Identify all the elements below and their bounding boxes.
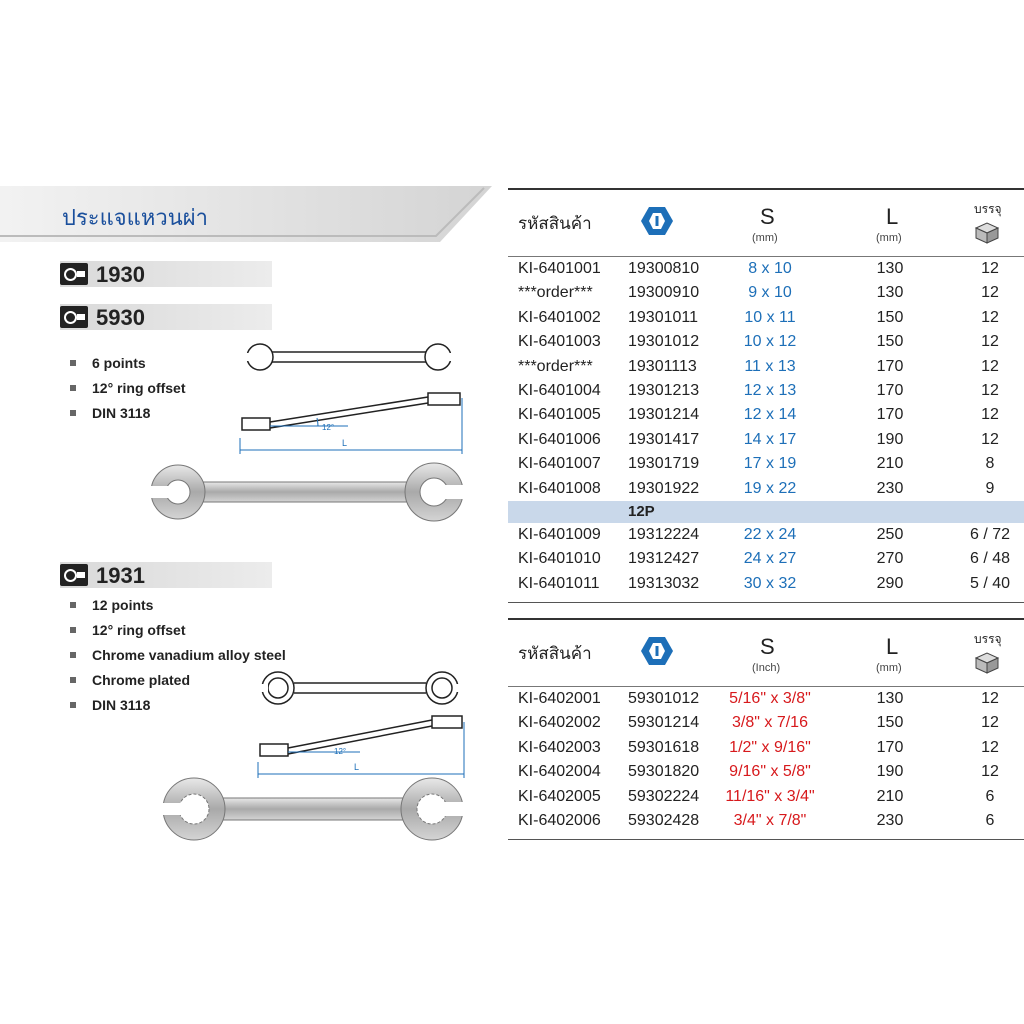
table-row: [508, 379, 1024, 403]
table-body-12p: [508, 523, 1024, 603]
length-label: L: [342, 438, 348, 448]
feature-item: 12° ring offset: [70, 380, 186, 405]
pack-qty: 9: [985, 479, 995, 497]
product-code: KI-6401009: [518, 525, 601, 543]
table-row: [508, 330, 1024, 354]
size-value: 8 x 10: [748, 260, 792, 277]
table-header: [508, 188, 1024, 257]
size-value: 24 x 27: [743, 550, 797, 568]
pack-qty: 12: [981, 763, 999, 781]
table-row: [508, 760, 1024, 784]
product-code: KI-6402001: [518, 690, 601, 707]
header-s-unit: (Inch): [752, 662, 781, 674]
table-row: [508, 477, 1024, 501]
pack-qty: 12: [981, 430, 999, 448]
feature-item: DIN 3118: [70, 697, 286, 722]
length-label: L: [354, 762, 360, 772]
product-code: KI-6402003: [518, 738, 601, 756]
size-value: 19 x 22: [743, 479, 797, 497]
wrench-icon: [60, 306, 88, 328]
table-row: [508, 428, 1024, 452]
table-row: [508, 809, 1024, 833]
product-code: KI-6401004: [518, 381, 601, 399]
part-number: 59301820: [628, 763, 700, 781]
part-number: 59301012: [628, 690, 700, 707]
part-number: 19312427: [628, 550, 700, 568]
pack-qty: 12: [981, 284, 999, 302]
product-code: KI-6402002: [518, 714, 601, 732]
product-code: KI-6401010: [518, 550, 601, 568]
part-number: 59301618: [628, 738, 700, 756]
feature-item: DIN 3118: [70, 405, 186, 430]
part-number: 59302428: [628, 811, 700, 829]
product-code: KI-6401008: [518, 479, 601, 497]
pack-qty: 8: [985, 455, 995, 473]
wrench-diagram-6pt: [238, 338, 466, 460]
header-l-unit: (mm): [876, 232, 902, 244]
part-number: 19313032: [628, 574, 700, 592]
part-number: 19301011: [628, 308, 698, 326]
size-value: 11 x 13: [744, 357, 796, 375]
product-code: ***order***: [518, 357, 593, 375]
part-number: 59302224: [628, 787, 700, 805]
part-number: 59301214: [628, 714, 700, 732]
band-label: 12P: [628, 502, 655, 520]
header-code: รหัสสินค้า: [518, 644, 592, 663]
table-row: [508, 403, 1024, 427]
wrench-icon: [60, 564, 88, 586]
size-value: 10 x 12: [743, 333, 797, 351]
size-value: 17 x 19: [743, 455, 797, 473]
length-value: 170: [876, 406, 904, 424]
feature-item: 12 points: [70, 597, 286, 622]
model-number: 5930: [96, 305, 145, 330]
length-value: 150: [876, 333, 904, 351]
pack-qty: 6: [985, 787, 995, 805]
table-row: [508, 355, 1024, 379]
size-value: 5/16" x 3/8": [729, 690, 811, 707]
feature-item: Chrome vanadium alloy steel: [70, 647, 286, 672]
pack-qty: 6: [985, 811, 995, 829]
product-code: KI-6401011: [518, 574, 600, 592]
size-value: 1/2" x 9/16": [729, 738, 811, 756]
product-code: KI-6401005: [518, 406, 601, 424]
wrench-icon: [60, 263, 88, 285]
size-value: 12 x 14: [743, 406, 797, 424]
part-number: 19300910: [628, 284, 700, 302]
length-value: 170: [876, 738, 904, 756]
pack-qty: 12: [981, 406, 999, 424]
wrench-size-icon: [640, 206, 674, 236]
size-value: 14 x 17: [743, 430, 797, 448]
flare-nut-wrench-photo-6pt: [148, 462, 464, 522]
length-value: 150: [876, 308, 904, 326]
size-value: 10 x 11: [744, 308, 796, 326]
pack-qty: 12: [981, 714, 999, 732]
pack-qty: 12: [981, 308, 999, 326]
part-number: 19301113: [628, 357, 697, 375]
length-value: 210: [876, 455, 904, 473]
part-number: 19301417: [628, 430, 700, 448]
inch-size-table: [508, 618, 1024, 840]
angle-label: 12°: [322, 423, 335, 432]
table-body: [508, 687, 1024, 840]
table-row: [508, 785, 1024, 809]
metric-size-table: [508, 188, 1024, 603]
product-code: KI-6401006: [518, 430, 601, 448]
product-code: KI-6401002: [518, 308, 601, 326]
header-s: S: [760, 204, 775, 229]
model-bar-1930: [60, 261, 272, 287]
length-value: 170: [876, 357, 904, 375]
product-code: KI-6401007: [518, 455, 601, 473]
length-value: 170: [876, 381, 904, 399]
size-value: 11/16" x 3/4": [725, 787, 815, 805]
table-row: [508, 736, 1024, 760]
product-code: KI-6402004: [518, 763, 601, 781]
product-code: KI-6402006: [518, 811, 601, 829]
wrench-diagram-12pt: [256, 666, 466, 780]
part-number: 19301213: [628, 381, 700, 399]
pack-qty: 12: [981, 260, 999, 277]
size-value: 3/8" x 7/16: [732, 714, 808, 732]
product-code: KI-6402005: [518, 787, 601, 805]
angle-label: 12°: [334, 747, 347, 756]
size-value: 22 x 24: [743, 525, 797, 543]
length-value: 130: [876, 690, 904, 707]
table-header: [508, 618, 1024, 687]
wrench-size-icon: [640, 636, 674, 666]
table-row: [508, 687, 1024, 711]
length-value: 290: [876, 574, 904, 592]
length-value: 130: [876, 260, 904, 277]
header-pack: บรรจุ: [974, 632, 1002, 646]
product-code: KI-6401001: [518, 260, 601, 277]
product-code: ***order***: [518, 284, 593, 302]
pack-qty: 12: [981, 690, 999, 707]
pack-qty: 12: [981, 738, 999, 756]
header-l: L: [886, 634, 899, 659]
size-value: 3/4" x 7/8": [733, 811, 807, 829]
feature-item: 6 points: [70, 355, 186, 380]
table-row: [508, 711, 1024, 735]
header-s: S: [760, 634, 775, 659]
features-5930: [70, 355, 186, 430]
page-title: ประแจแหวนผ่า: [62, 206, 208, 231]
part-number: 19300810: [628, 260, 700, 277]
header-l: L: [886, 204, 899, 229]
header-l-unit: (mm): [876, 662, 902, 674]
length-value: 130: [876, 284, 904, 302]
size-value: 9 x 10: [748, 284, 792, 302]
part-number: 19301719: [628, 455, 700, 473]
model-bar-1931: [60, 562, 272, 588]
length-value: 150: [876, 714, 904, 732]
table-row: [508, 572, 1024, 596]
part-number: 19301012: [628, 333, 700, 351]
pack-qty: 5 / 40: [969, 574, 1011, 592]
length-value: 230: [876, 479, 904, 497]
pack-qty: 6 / 72: [969, 525, 1011, 543]
length-value: 210: [876, 787, 904, 805]
header-s-unit: (mm): [752, 232, 778, 244]
size-value: 9/16" x 5/8": [729, 763, 811, 781]
size-value: 30 x 32: [743, 574, 797, 592]
table-row: [508, 257, 1024, 281]
table-body: [508, 257, 1024, 501]
pack-qty: 12: [981, 381, 999, 399]
table-row: [508, 547, 1024, 571]
package-box-icon: [974, 650, 1000, 674]
table-row: [508, 523, 1024, 547]
table-row: [508, 306, 1024, 330]
product-code: KI-6401003: [518, 333, 601, 351]
header-pack: บรรจุ: [974, 202, 1002, 216]
length-value: 190: [876, 763, 904, 781]
model-bar-5930: [60, 304, 272, 330]
package-box-icon: [974, 220, 1000, 244]
length-value: 250: [876, 525, 904, 543]
features-1931: [70, 597, 286, 722]
feature-item: Chrome plated: [70, 672, 286, 697]
length-value: 230: [876, 811, 904, 829]
part-number: 19301214: [628, 406, 700, 424]
length-value: 270: [876, 550, 904, 568]
table-row: [508, 281, 1024, 305]
model-number: 1931: [96, 563, 145, 588]
model-number: 1930: [96, 262, 145, 287]
part-number: 19301922: [628, 479, 700, 497]
size-value: 12 x 13: [743, 381, 797, 399]
header-code: รหัสสินค้า: [518, 214, 592, 233]
part-number: 19312224: [628, 525, 700, 543]
feature-item: 12° ring offset: [70, 622, 286, 647]
pack-qty: 12: [981, 333, 999, 351]
section-band-12p: [508, 501, 1024, 523]
length-value: 190: [876, 430, 904, 448]
pack-qty: 12: [981, 357, 999, 375]
flare-nut-wrench-photo-12pt: [160, 776, 466, 842]
table-row: [508, 452, 1024, 476]
pack-qty: 6 / 48: [969, 550, 1011, 568]
